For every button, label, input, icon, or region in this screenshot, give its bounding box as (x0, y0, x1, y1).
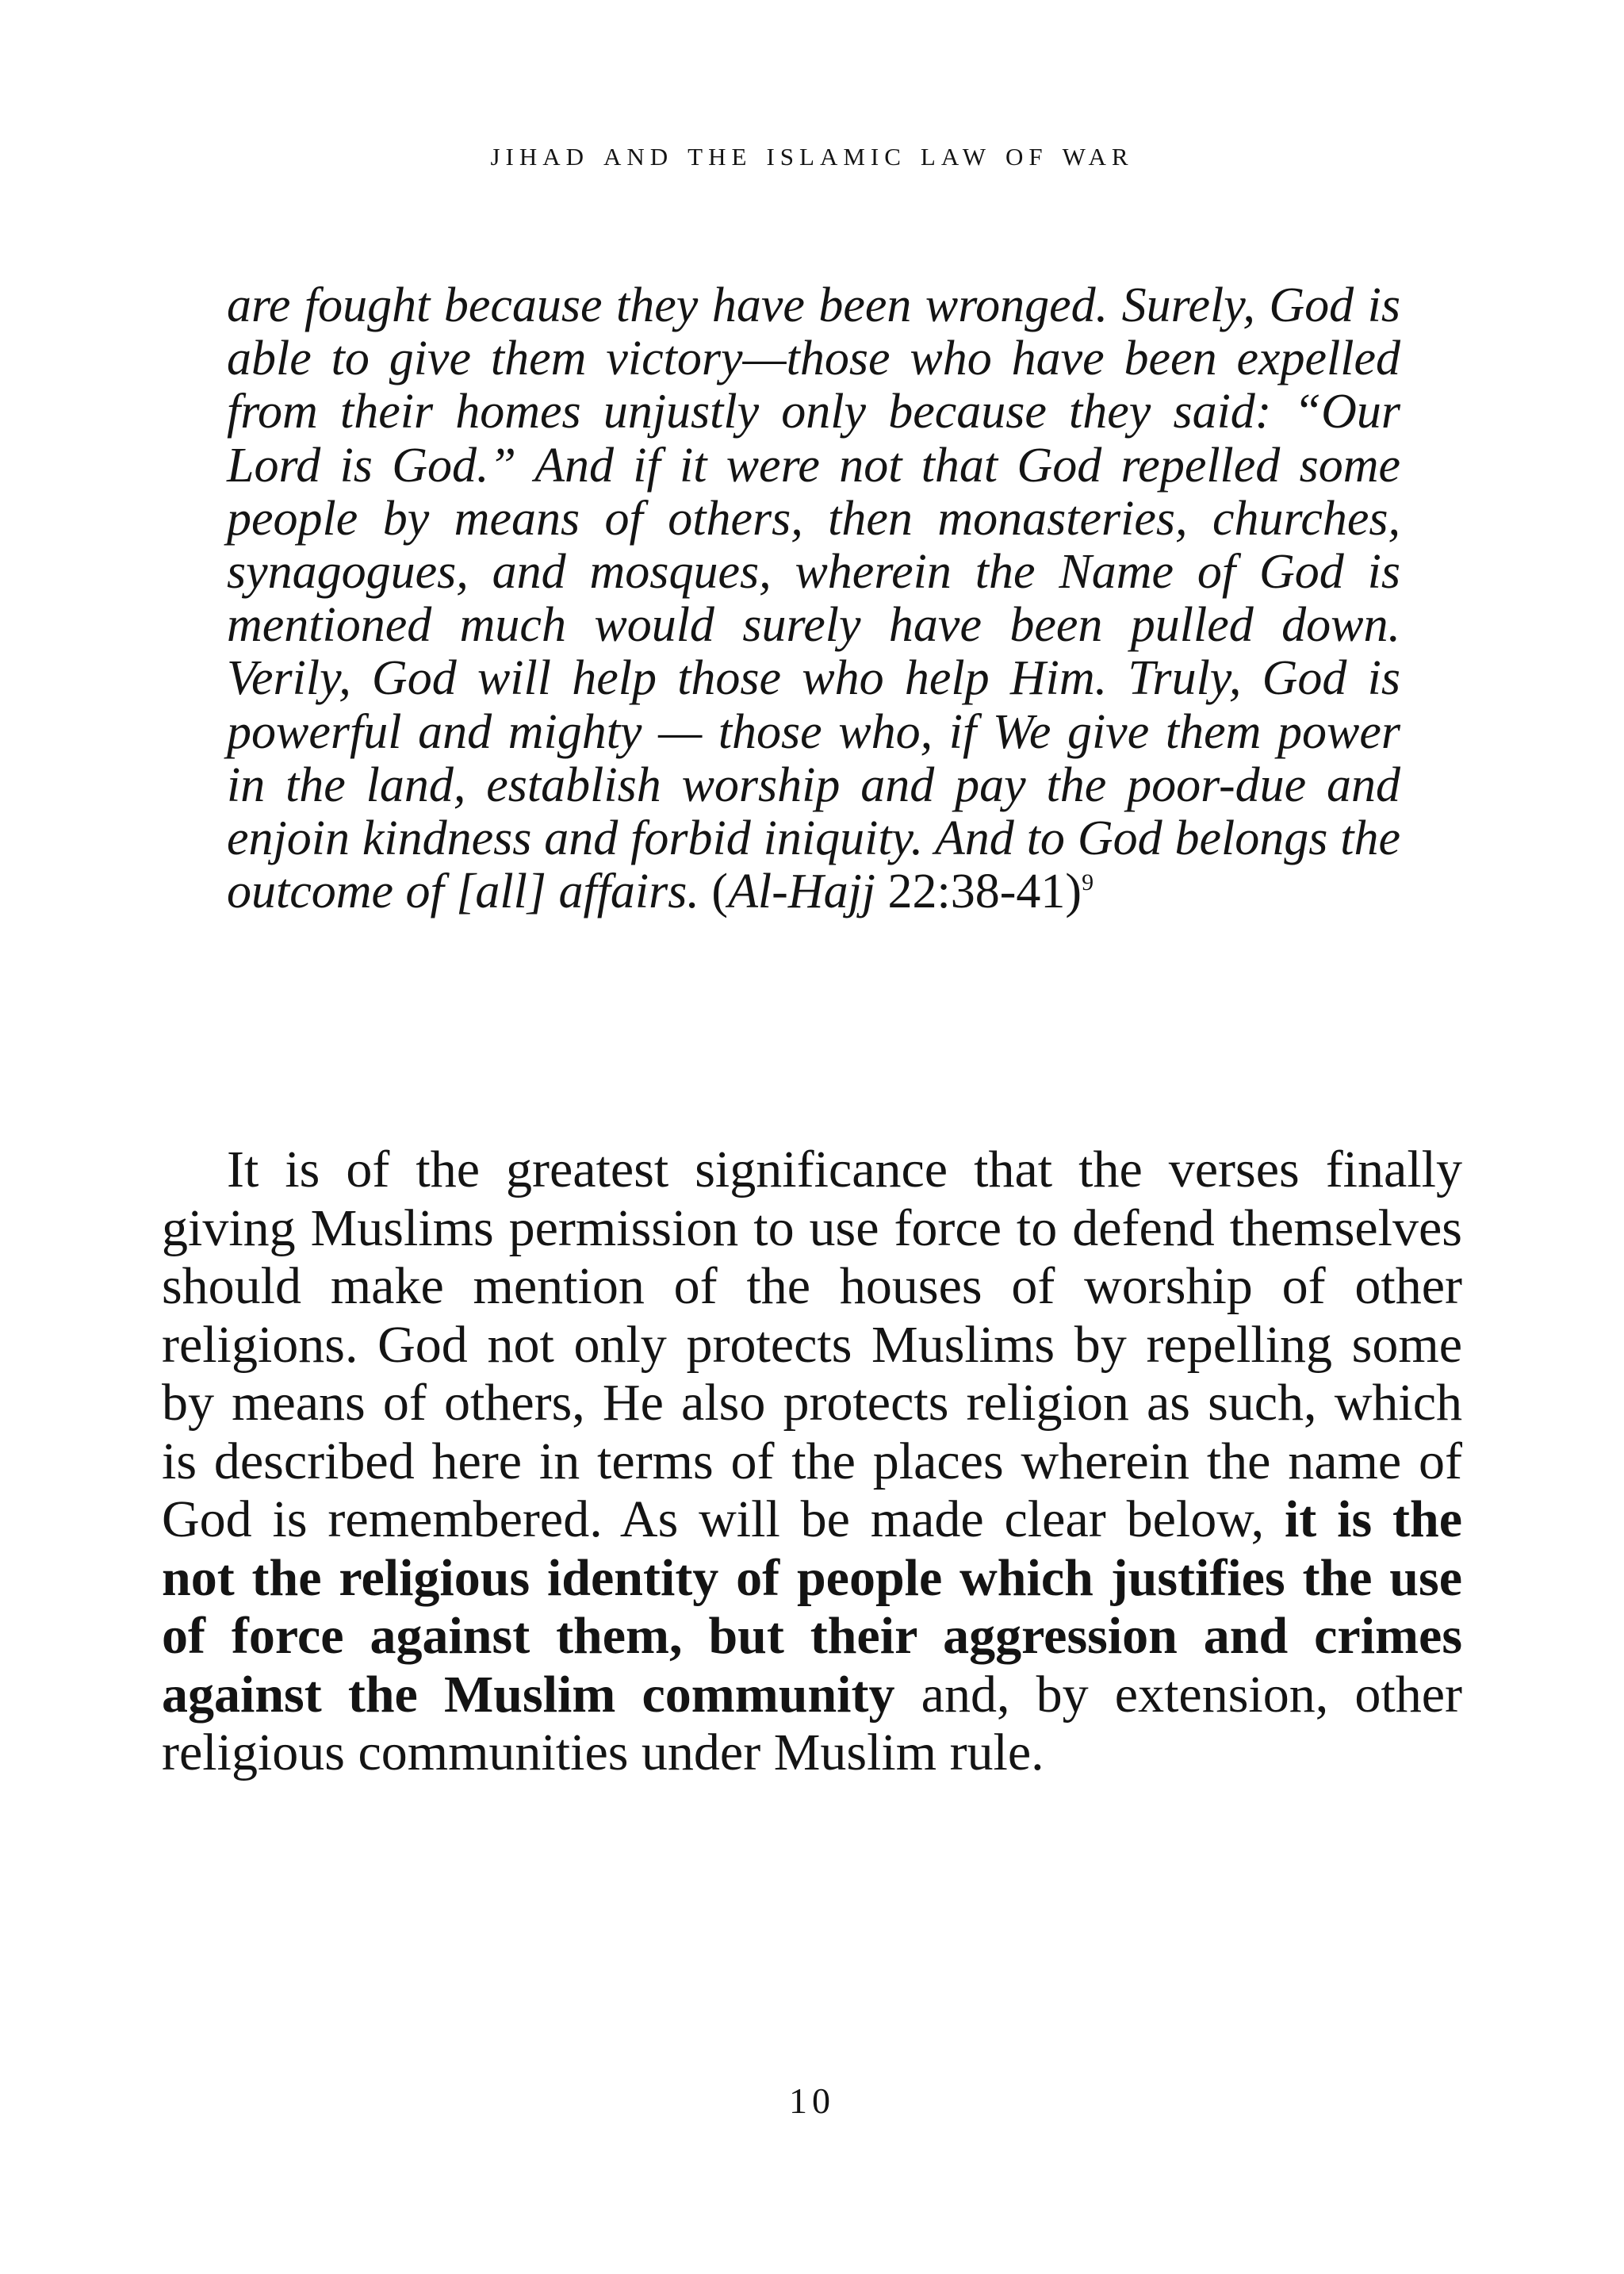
reference-verses: 22:38-41) (875, 865, 1082, 919)
body-paragraph (162, 1141, 1462, 1782)
body-bold-emphasis: it is the not the religious identity of people which justifies the use of force against them, but their aggression and crimes against the Muslim community (162, 1490, 1462, 1724)
quran-quotation (227, 279, 1400, 918)
reference-surah-title: Al-Hajj (728, 865, 876, 919)
body-text-before-bold: It is of the greatest significance that the verses finally giving Muslims permission to use force to defend themselves should make mention of the houses of worship of other religions. God not only protects Muslims by repelling some by means of others, He also protects religion as such, which is described here in terms of the places wherein the name of God is remembered. As will be made clear below, (162, 1141, 1462, 1548)
body-text-after-bold: and, by extension, other religious communities under Muslim rule. (162, 1665, 1463, 1781)
quotation-text: are fought because they have been wronged. Surely, God is able to give them victory—those who have been expelled from their homes unjustly only because they said: “Our Lord is God.” And if it were not that God repelled some people by means of others, then monasteries, churches, synagogues, and mosques, wherein the Name of God is mentioned much would surely have been pulled down. Verily, God will help those who help Him. Truly, God is powerful and mighty — those who, if We give them power in the land, establish worship and pay the poor-due and enjoin kindness and forbid iniquity. And to God belongs the outcome of [all] affairs. (227, 278, 1400, 919)
footnote-marker: 9 (1082, 869, 1094, 896)
reference-open: ( (711, 865, 729, 919)
quotation-reference (711, 865, 1094, 918)
page-number: 10 (789, 2080, 835, 2121)
running-head-title: jihad and the islamic law of war (490, 134, 1134, 173)
